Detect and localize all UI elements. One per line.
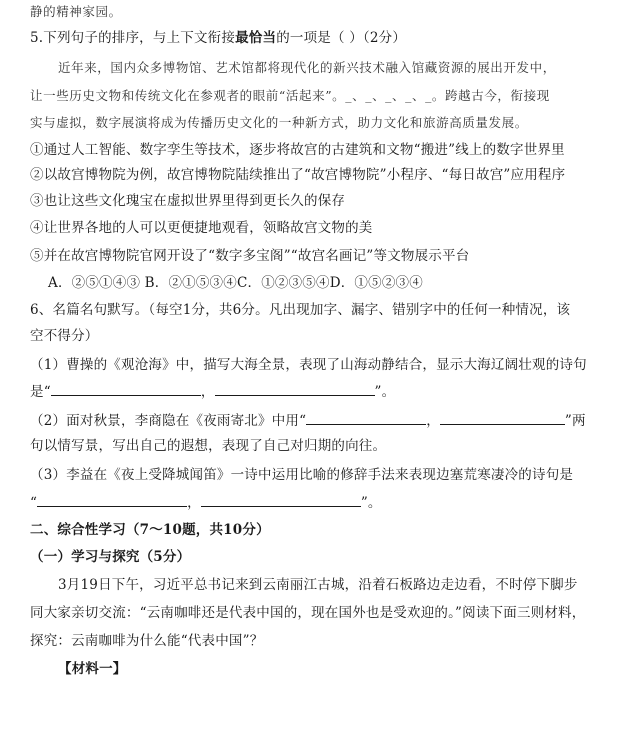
section2-para-line: 3月19日下午，习近平总书记来到云南丽江古城，沿着石板路边走边看，不时停下脚步 (58, 577, 578, 593)
answer-blank[interactable] (306, 410, 426, 425)
q5-passage-line: 让一些历史文物和传统文化在参观者的眼前“活起来”。_、_、_、_、_。跨越古今，衔接现 (30, 88, 550, 103)
sub-heading: （一）学习与探究（5分） (30, 549, 191, 565)
close-quote: ”。 (360, 495, 382, 511)
q5-stem-bold: 最恰当 (235, 30, 277, 46)
q6-stem-line: 空不得分） (30, 328, 99, 344)
answer-blank[interactable] (440, 410, 565, 425)
answer-blank[interactable] (51, 381, 201, 396)
q5-stem (30, 28, 406, 48)
q5-options: A．②⑤①④③ B．②①⑤③④C．①②③⑤④D．①⑤②③④ (48, 275, 423, 291)
answer-blank[interactable] (215, 381, 375, 396)
q6-s2-text: （2）面对秋景，李商隐在《夜雨寄北》中用“ (30, 413, 307, 429)
section2-para-line: 探究：云南咖啡为什么能“代表中国”？ (30, 633, 264, 649)
section-heading: 二、综合性学习（7～10题，共10分） (30, 522, 270, 538)
top-fragment: 静的精神家园。 (30, 4, 122, 19)
comma: ， (200, 384, 215, 400)
material-label: 【材料一】 (58, 661, 127, 677)
q5-item: ①通过人工智能、数字孪生等技术，逐步将故宫的古建筑和文物“搬进”线上的数字世界里 (30, 142, 565, 158)
q6-stem-line: 6、名篇名句默写。（每空1分，共6分。凡出现加字、漏字、错别字中的任何一种情况，该 (30, 302, 571, 318)
q5-passage-line: 实与虚拟，数字展演将成为传播历史文化的一种新方式，助力文化和旅游高质量发展。 (30, 115, 528, 130)
q5-item: ④让世界各地的人可以更便捷地观看，领略故宫文物的美 (30, 220, 373, 236)
section2-para-line: 同大家亲切交流：“云南咖啡还是代表中国的，现在国外也是受欢迎的。”阅读下面三则材料， (30, 605, 586, 621)
open-quote: “ (30, 495, 38, 511)
q5-passage-line: 近年来，国内众多博物馆、艺术馆都将现代化的新兴技术融入馆藏资源的展出开发中， (58, 60, 556, 75)
answer-blank[interactable] (37, 492, 187, 507)
close-quote: ”。 (374, 384, 396, 400)
answer-blank[interactable] (201, 492, 361, 507)
close-quote: ”两 (564, 413, 586, 429)
q5-item: ②以故宫博物院为例，故宫博物院陆续推出了“故宫博物院”小程序、“每日故宫”应用程序 (30, 167, 566, 183)
q6-s2-line (30, 410, 586, 431)
q5-stem-before: 5.下列句子的排序，与上下文衔接 (30, 30, 236, 46)
comma: ， (426, 413, 440, 429)
q6-s3-line: （3）李益在《夜上受降城闻笛》一诗中运用比喻的修辞手法来表现边塞荒寒凄冷的诗句是 (30, 467, 574, 483)
q6-s3-answer-line (30, 492, 382, 513)
q5-item: ⑤并在故宫博物院官网开设了“数字多宝阁”“故宫名画记”等文物展示平台 (30, 248, 470, 264)
q5-stem-after: 的一项是（ ）（2分） (276, 30, 407, 46)
comma: ， (187, 495, 201, 511)
open-quote: 是“ (30, 384, 51, 400)
q5-item: ③也让这些文化瑰宝在虚拟世界里得到更长久的保存 (30, 193, 346, 209)
q6-s1-answer-line (30, 381, 395, 402)
q6-s2-line: 句以情写景，写出自己的遐想，表现了自己对归期的向往。 (30, 438, 387, 454)
q6-s1-line: （1）曹操的《观沧海》中，描写大海全景，表现了山海动静结合，显示大海辽阔壮观的诗句 (30, 357, 587, 373)
